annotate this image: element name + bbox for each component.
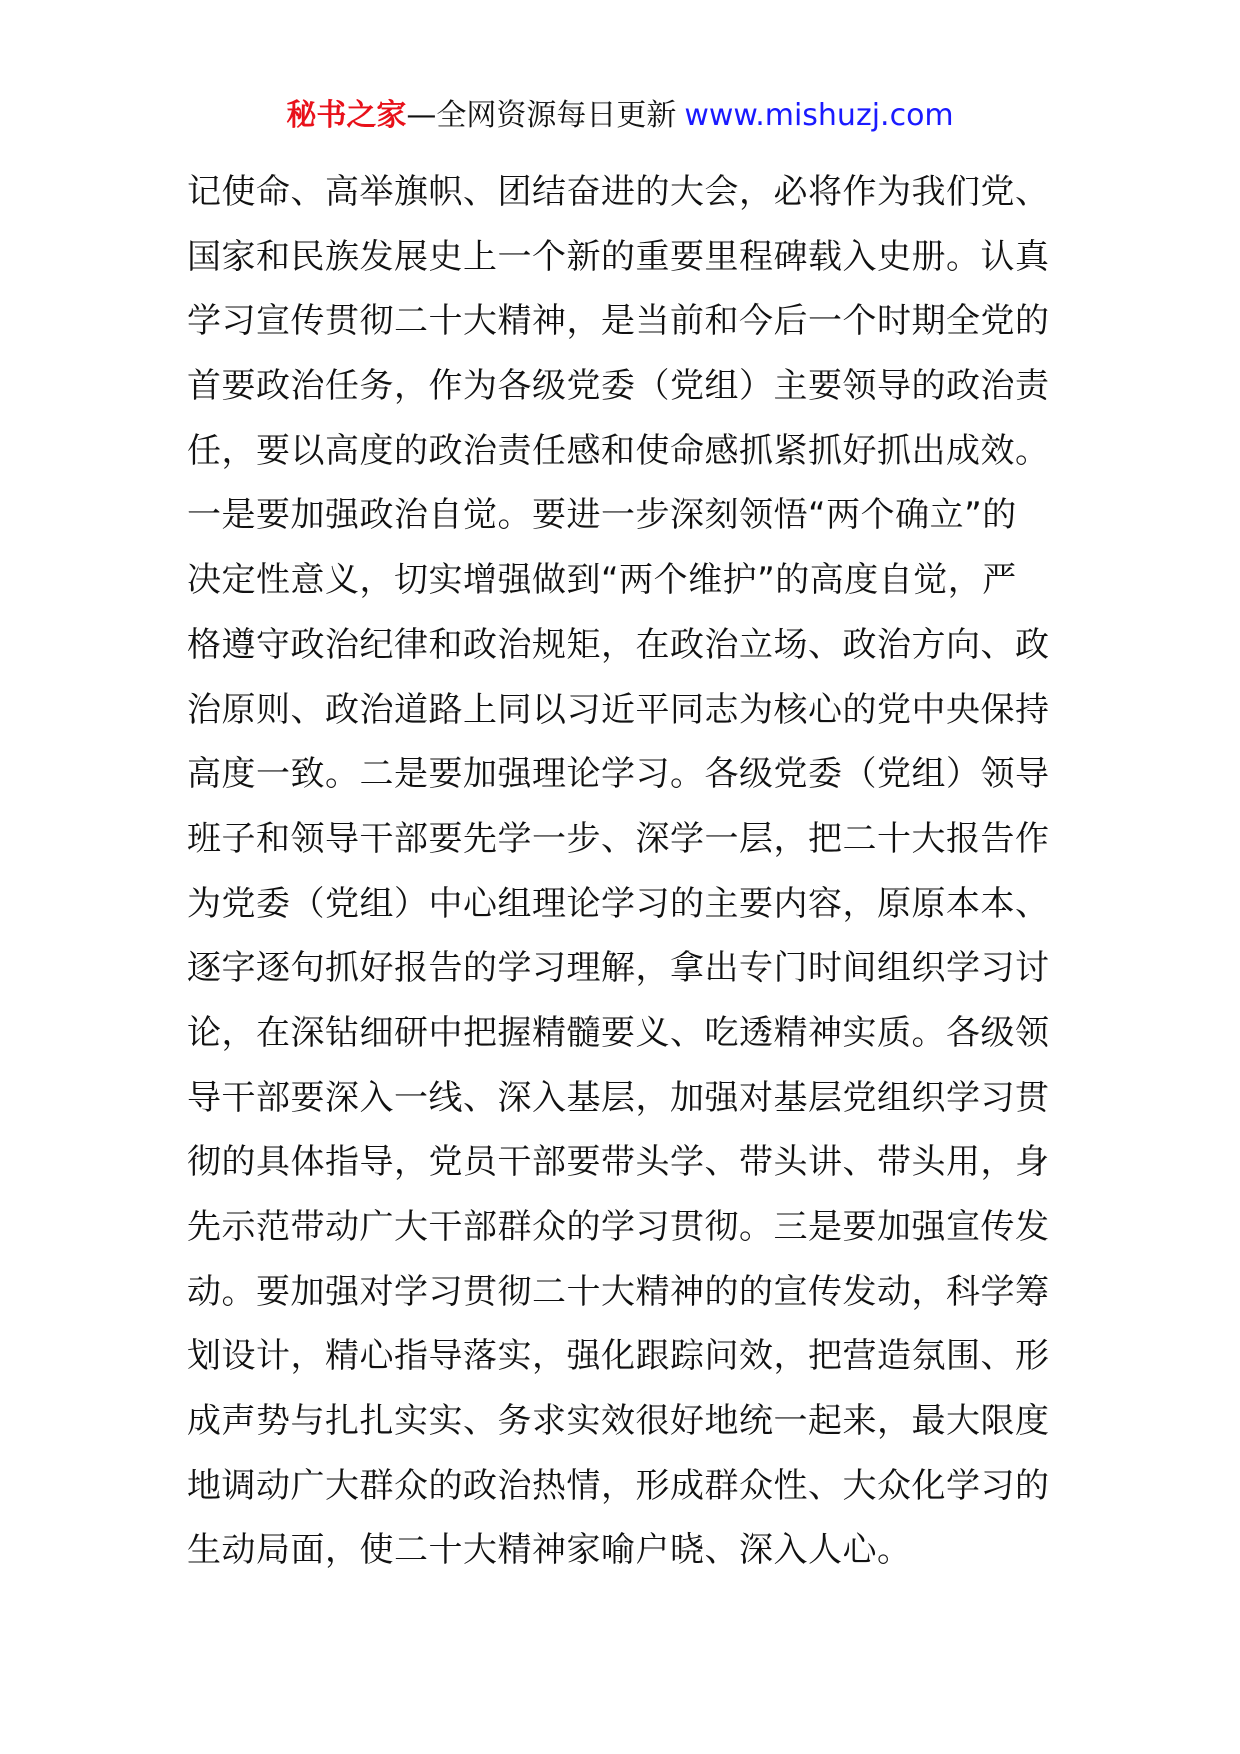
text-line: 为党委（党组）中心组理论学习的主要内容，原原本本、 — [187, 883, 1050, 924]
site-url-link[interactable]: www.mishuzj.com — [684, 98, 954, 133]
text-line: 高度一致。二是要加强理论学习。各级党委（党组）领导 — [187, 754, 1050, 795]
text-line: 决定性意义，切实增强做到“两个维护”的高度自觉，严 — [187, 560, 1017, 601]
text-line: 彻的具体指导，党员干部要带头学、带头讲、带头用，身 — [187, 1142, 1050, 1183]
site-brand: 秘书之家 — [286, 98, 407, 133]
text-line: 导干部要深入一线、深入基层，加强对基层党组织学习贯 — [187, 1077, 1050, 1118]
text-line: 记使命、高举旗帜、团结奋进的大会，必将作为我们党、 — [187, 172, 1050, 212]
text-line: 格遵守政治纪律和政治规矩，在政治立场、政治方向、政 — [187, 624, 1050, 665]
text-line: 学习宣传贯彻二十大精神，是当前和今后一个时期全党的 — [187, 301, 1050, 342]
text-line: 论，在深钻细研中把握精髓要义、吃透精神实质。各级领 — [187, 1012, 1050, 1053]
text-line: 班子和领导干部要先学一步、深学一层，把二十大报告作 — [187, 818, 1050, 859]
page-header — [0, 96, 1240, 136]
text-line: 国家和民族发展史上一个新的重要里程碑载入史册。认真 — [187, 236, 1050, 277]
text-line: 任，要以高度的政治责任感和使命感抓紧抓好抓出成效。 — [187, 430, 1050, 471]
text-line: 生动局面，使二十大精神家喻户晓、深入人心。 — [187, 1530, 912, 1571]
text-line: 地调动广大群众的政治热情，形成群众性、大众化学习的 — [187, 1465, 1050, 1506]
text-line: 治原则、政治道路上同以习近平同志为核心的党中央保持 — [187, 689, 1050, 730]
site-tagline: —全网资源每日更新 — [406, 98, 677, 133]
document-body — [187, 160, 1067, 1583]
text-line: 逐字逐句抓好报告的学习理解，拿出专门时间组织学习讨 — [187, 948, 1050, 989]
text-line: 首要政治任务，作为各级党委（党组）主要领导的政治责 — [187, 366, 1050, 407]
text-line: 先示范带动广大干部群众的学习贯彻。三是要加强宣传发 — [187, 1207, 1050, 1247]
text-line: 划设计，精心指导落实，强化跟踪问效，把营造氛围、形 — [187, 1336, 1050, 1377]
text-line: 一是要加强政治自觉。要进一步深刻领悟“两个确立”的 — [187, 495, 1017, 536]
text-line: 动。要加强对学习贯彻二十大精神的的宣传发动，科学筹 — [187, 1271, 1050, 1312]
text-line: 成声势与扎扎实实、务求实效很好地统一起来，最大限度 — [187, 1401, 1050, 1442]
